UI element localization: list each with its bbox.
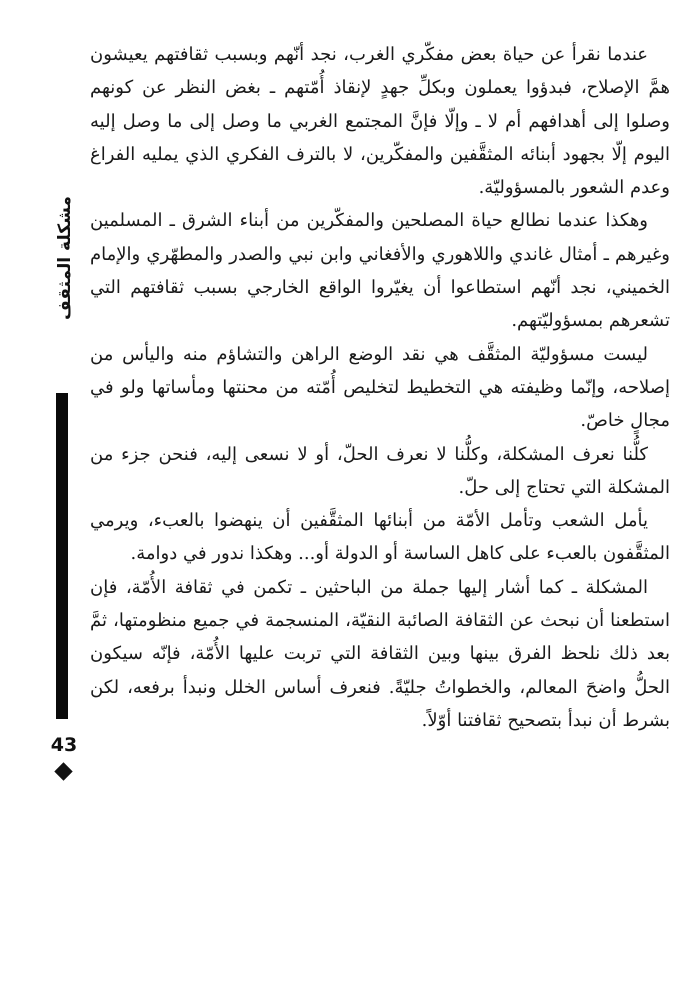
margin-bar <box>56 393 68 719</box>
paragraph-1: عندما نقرأ عن حياة بعض مفكّري الغرب، نجد أنّهم وبسبب ثقافتهم يعيشون همَّ الإصلاح، فبدؤوا يعملون وبكلِّ جهدٍ لإنقاذ أُمّتهم ـ بغض النظر عن كونهم وصلوا إلى أهدافهم أم لا ـ وإلّا فإنَّ المجتمع الغربي ما وصل إلى ما وصل إليه اليوم إلّا بجهود أبنائه المثقَّفين والمفكّرين، لا بالترف الفكري الذي يمليه الفراغ وعدم الشعور بالمسؤوليّة. <box>90 44 670 199</box>
running-title-text: مشكلة المثقف <box>55 196 75 320</box>
paragraph-2: وهكذا عندما نطالع حياة المصلحين والمفكّرين من أبناء الشرق ـ المسلمين وغيرهم ـ أمثال غاندي واللاهوري والأفغاني وابن نبي والصدر والمطهّري والإمام الخميني، نجد أنّهم استطاعوا أن يغيّروا الواقع الخارجي بسبب ثقافتهم التي تشعرهم بمسؤوليّتهم. <box>90 210 670 332</box>
page-number: 43 <box>50 734 78 756</box>
page-body-text <box>90 38 670 737</box>
paragraph-4: كلُّنا نعرف المشكلة، وكلُّنا لا نعرف الحلّ، أو لا نسعى إليه، فنحن جزء من المشكلة التي تحتاج إلى حلّ. <box>90 443 670 498</box>
paragraph-3: ليست مسؤوليّة المثقَّف هي نقد الوضع الراهن والتشاؤم منه واليأس من إصلاحه، وإنّما وظيفته هي التخطيط لتخليص أُمّته من محنتها ومأساتها ولو في مجالٍ خاصّ. <box>90 343 670 432</box>
diamond-icon <box>54 762 72 780</box>
paragraph-6: المشكلة ـ كما أشار إليها جملة من الباحثين ـ تكمن في ثقافة الأُمّة، فإن استطعنا أن نبحث عن الثقافة الصائبة النقيّة، المنسجمة في جميع منظومتها، ثمَّ بعد ذلك نلحظ الفرق بينها وبين الثقافة التي تربت عليها الأُمّة، فإنّه سيكون الحلُّ واضحَ المعالم، والخطواتُ جليّةً. فنعرف أساس الخلل ونبدأ برفعه، لكن بشرط أن نبدأ بتصحيح ثقافتنا أوّلاً. <box>90 576 670 731</box>
running-title <box>50 188 80 328</box>
paragraph-5: يأمل الشعب وتأمل الأمّة من أبنائها المثقَّفين أن ينهضوا بالعبء، ويرمي المثقَّفون بالعبء على كاهل الساسة أو الدولة أو... وهكذا ندور في دوامة. <box>90 510 670 565</box>
